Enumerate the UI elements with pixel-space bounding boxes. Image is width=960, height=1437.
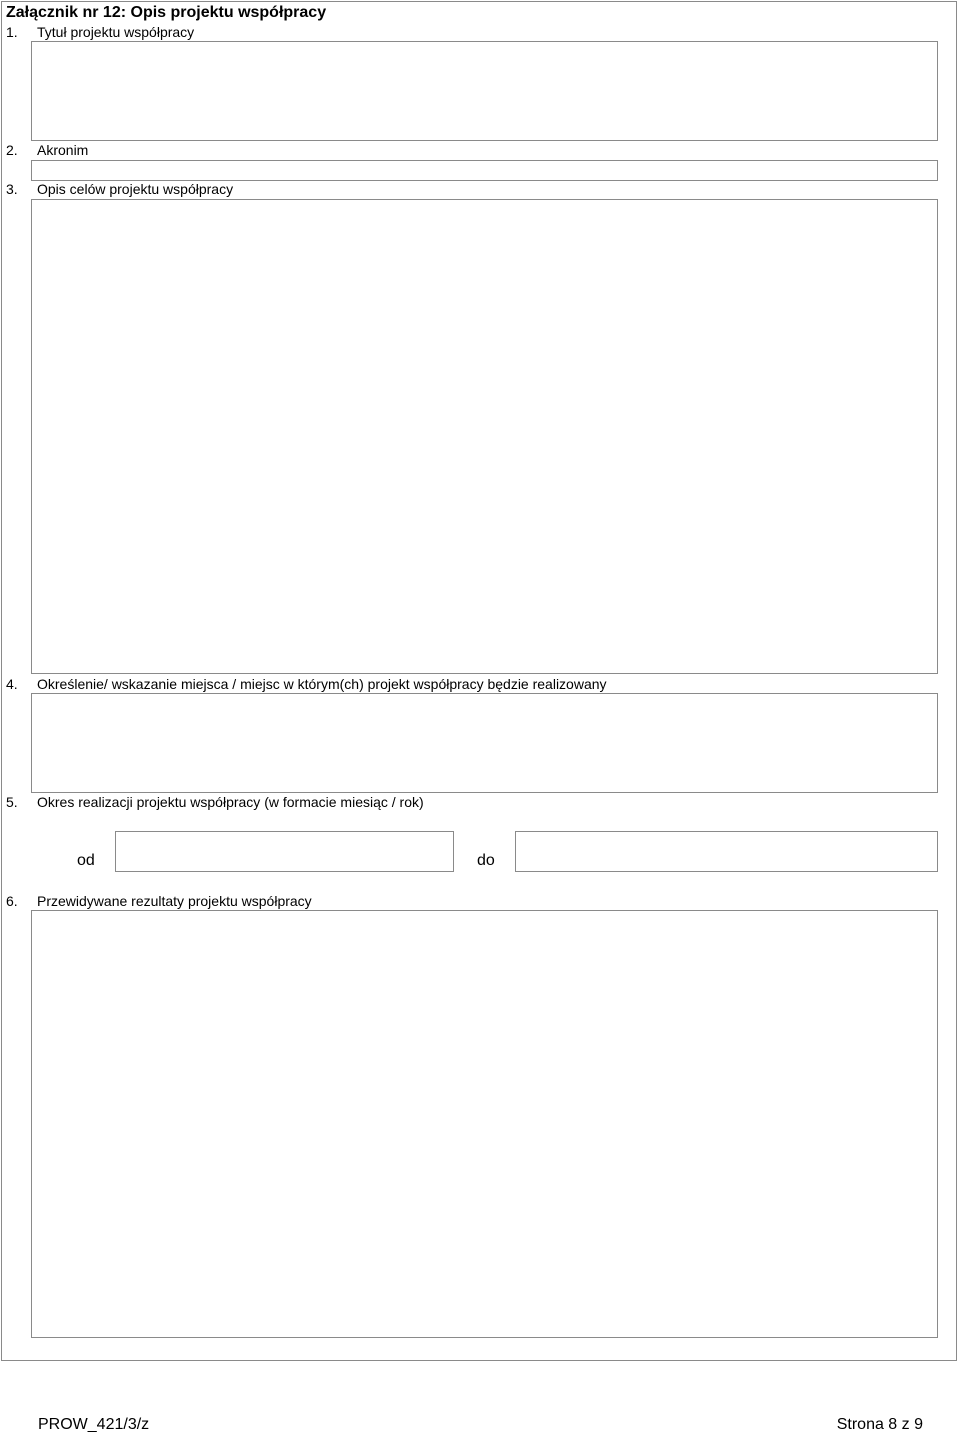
section-title: Tytuł projektu współpracy: [37, 24, 195, 40]
section-title: Akronim: [37, 142, 89, 158]
section-number: 5.: [6, 794, 18, 810]
section-title: Opis celów projektu współpracy: [37, 181, 234, 197]
page-number: Strona 8 z 9: [836, 1416, 923, 1433]
period-to-label: do: [477, 852, 495, 869]
expected-results-field[interactable]: [31, 910, 938, 1338]
form-code: PROW_421/3/z: [38, 1416, 150, 1433]
acronym-field[interactable]: [31, 160, 938, 181]
section-number: 4.: [6, 676, 18, 692]
section-title: Określenie/ wskazanie miejsca / miejsc w którym(ch) projekt współpracy będzie realizowany: [37, 676, 607, 692]
section-title: Okres realizacji projektu współpracy (w formacie miesiąc / rok): [37, 794, 424, 810]
project-title-field[interactable]: [31, 41, 938, 141]
period-to-field[interactable]: [515, 831, 938, 872]
period-from-field[interactable]: [115, 831, 454, 872]
section-title: Przewidywane rezultaty projektu współpracy: [37, 893, 312, 909]
period-from-label: od: [77, 852, 95, 869]
page-title: Załącznik nr 12: Opis projektu współpracy: [6, 4, 327, 21]
section-number: 6.: [6, 893, 18, 909]
section-number: 3.: [6, 181, 18, 197]
project-location-field[interactable]: [31, 693, 938, 793]
project-goals-field[interactable]: [31, 199, 938, 674]
section-number: 1.: [6, 24, 18, 40]
section-number: 2.: [6, 142, 18, 158]
